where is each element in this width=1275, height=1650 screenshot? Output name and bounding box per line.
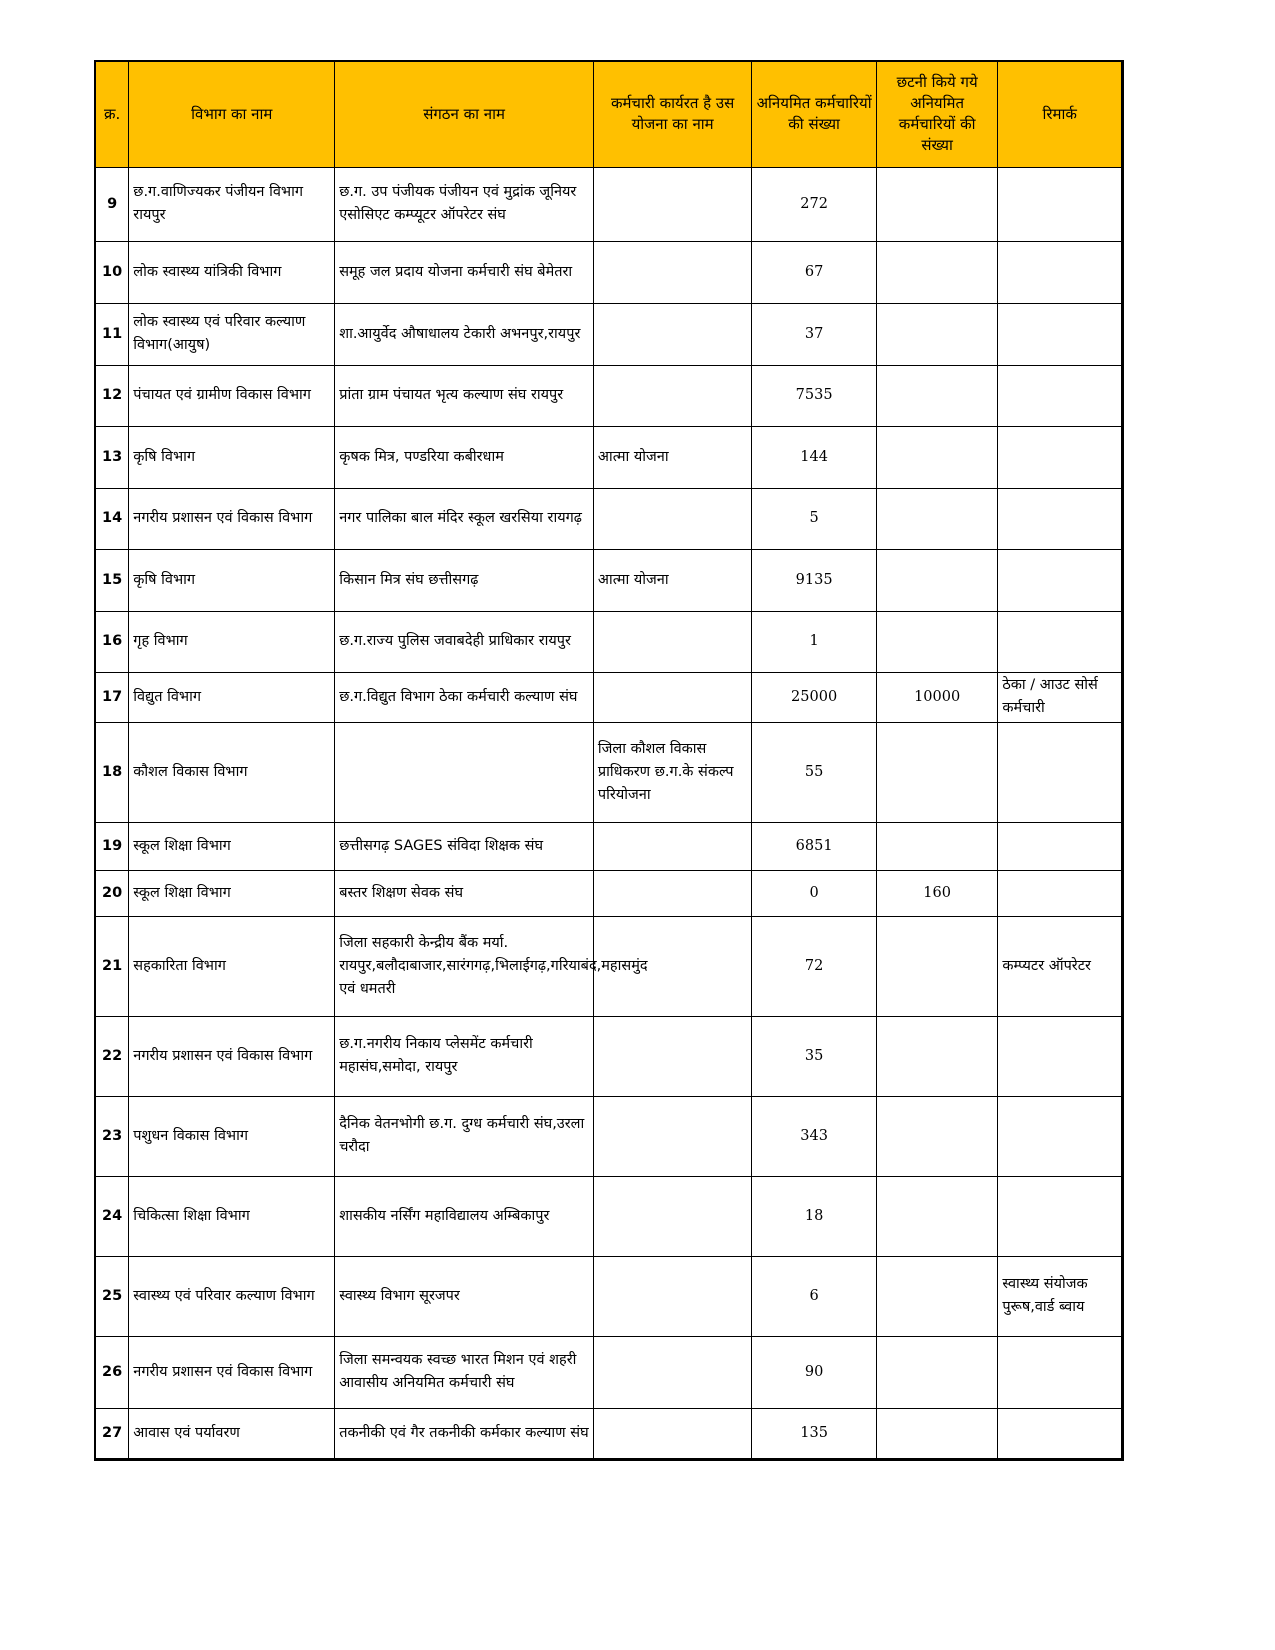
department-cell: छ.ग.वाणिज्यकर पंजीयन विभाग रायपुर	[129, 167, 335, 241]
serial-cell: 9	[95, 167, 129, 241]
remark-cell: ठेका / आउट सोर्स कर्मचारी	[998, 672, 1123, 722]
department-cell: लोक स्वास्थ्य यांत्रिकी विभाग	[129, 241, 335, 303]
organization-cell: स्वास्थ्य विभाग सूरजपर	[335, 1256, 594, 1336]
irregular-count-cell: 9135	[752, 549, 877, 611]
organization-cell: किसान मित्र संघ छत्तीसगढ़	[335, 549, 594, 611]
table-row	[95, 365, 1123, 426]
department-cell: नगरीय प्रशासन एवं विकास विभाग	[129, 1336, 335, 1408]
irregular-count-cell: 1	[752, 611, 877, 672]
department-cell: स्वास्थ्य एवं परिवार कल्याण विभाग	[129, 1256, 335, 1336]
serial-cell: 25	[95, 1256, 129, 1336]
header-sn: क्र.	[95, 61, 129, 167]
irregular-count-cell: 6851	[752, 822, 877, 870]
department-cell: नगरीय प्रशासन एवं विकास विभाग	[129, 1016, 335, 1096]
serial-cell: 11	[95, 303, 129, 365]
header-row	[95, 61, 1123, 167]
retrenched-count-cell	[876, 365, 997, 426]
serial-cell: 22	[95, 1016, 129, 1096]
scheme-cell: जिला कौशल विकास प्राधिकरण छ.ग.के संकल्प परियोजना	[593, 722, 751, 822]
organization-cell: छ.ग.विद्युत विभाग ठेका कर्मचारी कल्याण संघ	[335, 672, 594, 722]
organization-cell: नगर पालिका बाल मंदिर स्कूल खरसिया रायगढ़	[335, 488, 594, 549]
remark-cell	[998, 167, 1123, 241]
retrenched-count-cell	[876, 822, 997, 870]
department-cell: स्कूल शिक्षा विभाग	[129, 870, 335, 916]
serial-cell: 26	[95, 1336, 129, 1408]
table-row	[95, 822, 1123, 870]
serial-cell: 24	[95, 1176, 129, 1256]
serial-cell: 19	[95, 822, 129, 870]
irregular-count-cell: 67	[752, 241, 877, 303]
scheme-cell	[593, 365, 751, 426]
remark-cell	[998, 611, 1123, 672]
retrenched-count-cell	[876, 1336, 997, 1408]
serial-cell: 15	[95, 549, 129, 611]
department-cell: चिकित्सा शिक्षा विभाग	[129, 1176, 335, 1256]
scheme-cell: आत्मा योजना	[593, 426, 751, 488]
irregular-count-cell: 343	[752, 1096, 877, 1176]
retrenched-count-cell	[876, 426, 997, 488]
retrenched-count-cell	[876, 1176, 997, 1256]
irregular-count-cell: 55	[752, 722, 877, 822]
employee-table	[94, 60, 1124, 1461]
table-row	[95, 167, 1123, 241]
irregular-count-cell: 90	[752, 1336, 877, 1408]
organization-cell: प्रांता ग्राम पंचायत भृत्य कल्याण संघ रायपुर	[335, 365, 594, 426]
table-row	[95, 426, 1123, 488]
remark-cell: स्वास्थ्य संयोजक पुरूष,वार्ड ब्वाय	[998, 1256, 1123, 1336]
organization-cell: शा.आयुर्वेद औषाधालय टेकारी अभनपुर,रायपुर	[335, 303, 594, 365]
scheme-cell	[593, 1408, 751, 1459]
table-row	[95, 672, 1123, 722]
table-row	[95, 241, 1123, 303]
scheme-cell	[593, 1256, 751, 1336]
retrenched-count-cell	[876, 1408, 997, 1459]
department-cell: आवास एवं पर्यावरण	[129, 1408, 335, 1459]
table-row	[95, 1408, 1123, 1459]
scheme-cell	[593, 822, 751, 870]
remark-cell: कम्प्यटर ऑपरेटर	[998, 916, 1123, 1016]
irregular-count-cell: 25000	[752, 672, 877, 722]
serial-cell: 13	[95, 426, 129, 488]
organization-cell: छ.ग. उप पंजीयक पंजीयन एवं मुद्रांक जूनियर एसोसिएट कम्प्यूटर ऑपरेटर संघ	[335, 167, 594, 241]
retrenched-count-cell	[876, 1016, 997, 1096]
remark-cell	[998, 870, 1123, 916]
scheme-cell	[593, 1016, 751, 1096]
header-remark: रिमार्क	[998, 61, 1123, 167]
department-cell: नगरीय प्रशासन एवं विकास विभाग	[129, 488, 335, 549]
organization-cell: छ.ग.नगरीय निकाय प्लेसमेंट कर्मचारी महासंघ,समोदा, रायपुर	[335, 1016, 594, 1096]
irregular-count-cell: 144	[752, 426, 877, 488]
scheme-cell	[593, 672, 751, 722]
organization-cell: जिला सहकारी केन्द्रीय बैंक मर्या. रायपुर,बलौदाबाजार,सारंगगढ़,भिलाईगढ़,गरियाबंद,महासमुंद एवं धमतरी	[335, 916, 594, 1016]
retrenched-count-cell	[876, 611, 997, 672]
department-cell: कौशल विकास विभाग	[129, 722, 335, 822]
serial-cell: 17	[95, 672, 129, 722]
serial-cell: 14	[95, 488, 129, 549]
irregular-count-cell: 135	[752, 1408, 877, 1459]
retrenched-count-cell: 10000	[876, 672, 997, 722]
organization-cell: दैनिक वेतनभोगी छ.ग. दुग्ध कर्मचारी संघ,उरला चरौदा	[335, 1096, 594, 1176]
table-row	[95, 916, 1123, 1016]
retrenched-count-cell	[876, 303, 997, 365]
irregular-count-cell: 18	[752, 1176, 877, 1256]
remark-cell	[998, 241, 1123, 303]
organization-cell: छत्तीसगढ़ SAGES संविदा शिक्षक संघ	[335, 822, 594, 870]
department-cell: विद्युत विभाग	[129, 672, 335, 722]
serial-cell: 16	[95, 611, 129, 672]
retrenched-count-cell	[876, 167, 997, 241]
remark-cell	[998, 1016, 1123, 1096]
irregular-count-cell: 37	[752, 303, 877, 365]
table-row	[95, 611, 1123, 672]
scheme-cell	[593, 167, 751, 241]
scheme-cell	[593, 870, 751, 916]
scheme-cell: आत्मा योजना	[593, 549, 751, 611]
table-row	[95, 1176, 1123, 1256]
table-body	[95, 167, 1123, 1459]
table-row	[95, 488, 1123, 549]
department-cell: कृषि विभाग	[129, 549, 335, 611]
serial-cell: 23	[95, 1096, 129, 1176]
organization-cell: कृषक मित्र, पण्डरिया कबीरधाम	[335, 426, 594, 488]
irregular-count-cell: 72	[752, 916, 877, 1016]
retrenched-count-cell	[876, 1256, 997, 1336]
scheme-cell	[593, 488, 751, 549]
department-cell: गृह विभाग	[129, 611, 335, 672]
organization-cell: समूह जल प्रदाय योजना कर्मचारी संघ बेमेतरा	[335, 241, 594, 303]
organization-cell	[335, 722, 594, 822]
irregular-count-cell: 7535	[752, 365, 877, 426]
remark-cell	[998, 426, 1123, 488]
irregular-count-cell: 5	[752, 488, 877, 549]
department-cell: पशुधन विकास विभाग	[129, 1096, 335, 1176]
serial-cell: 12	[95, 365, 129, 426]
organization-cell: जिला समन्वयक स्वच्छ भारत मिशन एवं शहरी आवासीय अनियमित कर्मचारी संघ	[335, 1336, 594, 1408]
remark-cell	[998, 822, 1123, 870]
remark-cell	[998, 488, 1123, 549]
organization-cell: तकनीकी एवं गैर तकनीकी कर्मकार कल्याण संघ	[335, 1408, 594, 1459]
irregular-count-cell: 35	[752, 1016, 877, 1096]
table-row	[95, 722, 1123, 822]
scheme-cell	[593, 611, 751, 672]
department-cell: सहकारिता विभाग	[129, 916, 335, 1016]
retrenched-count-cell	[876, 722, 997, 822]
table-row	[95, 870, 1123, 916]
remark-cell	[998, 722, 1123, 822]
table-row	[95, 1096, 1123, 1176]
serial-cell: 10	[95, 241, 129, 303]
header-department: विभाग का नाम	[129, 61, 335, 167]
irregular-count-cell: 272	[752, 167, 877, 241]
department-cell: लोक स्वास्थ्य एवं परिवार कल्याण विभाग(आयुष)	[129, 303, 335, 365]
remark-cell	[998, 1336, 1123, 1408]
serial-cell: 20	[95, 870, 129, 916]
organization-cell: बस्तर शिक्षण सेवक संघ	[335, 870, 594, 916]
remark-cell	[998, 365, 1123, 426]
scheme-cell	[593, 241, 751, 303]
department-cell: स्कूल शिक्षा विभाग	[129, 822, 335, 870]
irregular-count-cell: 6	[752, 1256, 877, 1336]
organization-cell: छ.ग.राज्य पुलिस जवाबदेही प्राधिकार रायपुर	[335, 611, 594, 672]
header-irregular-count: अनियमित कर्मचारियों की संख्या	[752, 61, 877, 167]
header-retrenched-count: छटनी किये गये अनियमित कर्मचारियों की संख्या	[876, 61, 997, 167]
retrenched-count-cell	[876, 241, 997, 303]
serial-cell: 27	[95, 1408, 129, 1459]
retrenched-count-cell: 160	[876, 870, 997, 916]
retrenched-count-cell	[876, 488, 997, 549]
remark-cell	[998, 1096, 1123, 1176]
remark-cell	[998, 549, 1123, 611]
table-row	[95, 1016, 1123, 1096]
header-organization: संगठन का नाम	[335, 61, 594, 167]
remark-cell	[998, 303, 1123, 365]
scheme-cell	[593, 1096, 751, 1176]
retrenched-count-cell	[876, 916, 997, 1016]
serial-cell: 21	[95, 916, 129, 1016]
scheme-cell	[593, 303, 751, 365]
header-scheme: कर्मचारी कार्यरत है उस योजना का नाम	[593, 61, 751, 167]
remark-cell	[998, 1176, 1123, 1256]
retrenched-count-cell	[876, 549, 997, 611]
serial-cell: 18	[95, 722, 129, 822]
table-row	[95, 549, 1123, 611]
retrenched-count-cell	[876, 1096, 997, 1176]
scheme-cell	[593, 1336, 751, 1408]
table-row	[95, 1256, 1123, 1336]
table-row	[95, 303, 1123, 365]
department-cell: कृषि विभाग	[129, 426, 335, 488]
irregular-count-cell: 0	[752, 870, 877, 916]
scheme-cell	[593, 1176, 751, 1256]
remark-cell	[998, 1408, 1123, 1459]
organization-cell: शासकीय नर्सिंग महाविद्यालय अम्बिकापुर	[335, 1176, 594, 1256]
department-cell: पंचायत एवं ग्रामीण विकास विभाग	[129, 365, 335, 426]
table-row	[95, 1336, 1123, 1408]
